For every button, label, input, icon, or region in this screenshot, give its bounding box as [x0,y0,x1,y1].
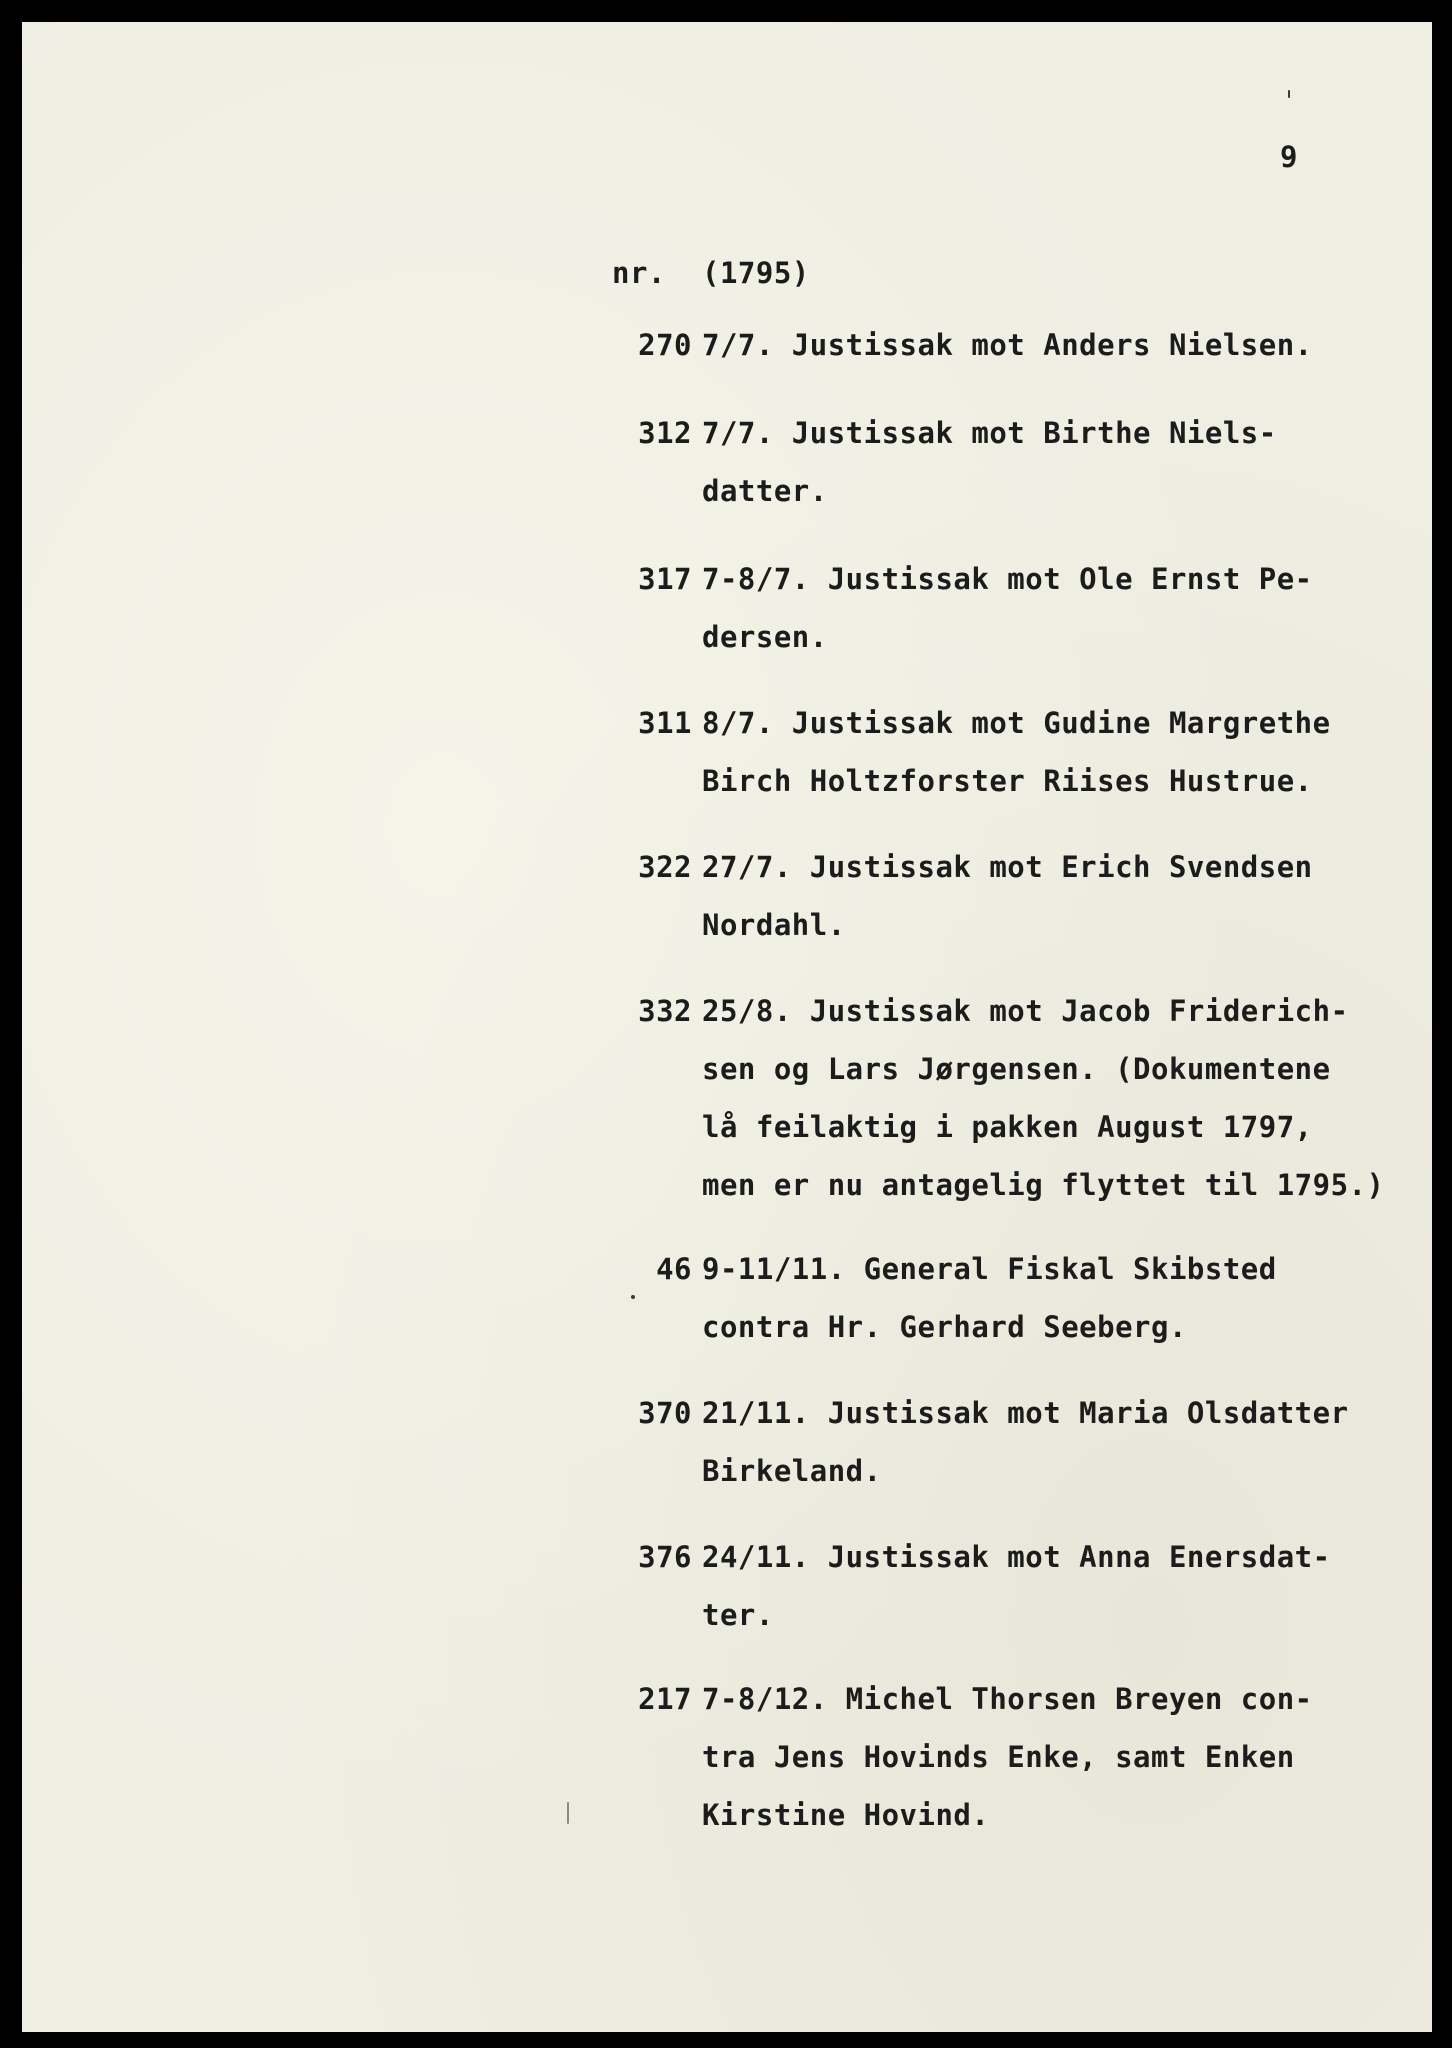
entry-line: lå feilaktig i pakken August 1797, [702,1110,1313,1144]
entry-line: Nordahl. [702,908,846,942]
entry-number: 311 [638,706,692,740]
entry-text [702,316,1313,374]
entry-line: 27/7. Justissak mot Erich Svendsen [702,850,1313,884]
entry-number: 46 [656,1252,692,1286]
entry-number: 322 [638,850,692,884]
entry-line: dersen. [702,620,828,654]
header-year: (1795) [702,256,810,290]
entry-line: 7-8/7. Justissak mot Ole Ernst Pe- [702,562,1313,596]
entry-text [702,404,1277,520]
entry-line: 21/11. Justissak mot Maria Olsdatter [702,1396,1349,1430]
entry-text [702,838,1313,954]
entry-text [702,550,1313,666]
entry-line: 25/8. Justissak mot Jacob Friderich- [702,994,1349,1028]
paper-speck [631,1295,635,1299]
entry-text [702,1670,1313,1844]
entry-line: Birkeland. [702,1454,882,1488]
entry-text [702,694,1331,810]
entry-line: 8/7. Justissak mot Gudine Margrethe [702,706,1331,740]
entry-number: 370 [638,1396,692,1430]
paper-mark [567,1802,569,1824]
entry-line: Birch Holtzforster Riises Hustrue. [702,764,1313,798]
entry-line: ter. [702,1598,774,1632]
entry-text [702,982,1384,1214]
entry-line: 7-8/12. Michel Thorsen Breyen con- [702,1682,1313,1716]
entry-line: sen og Lars Jørgensen. (Dokumentene [702,1052,1331,1086]
entry-line: 7/7. Justissak mot Anders Nielsen. [702,328,1313,362]
document-page [22,22,1432,2032]
entry-line: 9-11/11. General Fiskal Skibsted [702,1252,1277,1286]
entry-number: 317 [638,562,692,596]
entry-text [702,1240,1277,1356]
entry-line: tra Jens Hovinds Enke, samt Enken [702,1740,1295,1774]
entry-number: 376 [638,1540,692,1574]
entry-line: Kirstine Hovind. [702,1798,990,1832]
paper-mark [1288,90,1290,98]
entry-line: 7/7. Justissak mot Birthe Niels- [702,416,1277,450]
entry-line: 24/11. Justissak mot Anna Enersdat- [702,1540,1331,1574]
entry-text [702,1528,1331,1644]
entry-number: 332 [638,994,692,1028]
entry-line: contra Hr. Gerhard Seeberg. [702,1310,1187,1344]
entry-number: 217 [638,1682,692,1716]
entry-line: men er nu antagelig flyttet til 1795.) [702,1168,1385,1202]
entry-number: 312 [638,416,692,450]
entry-number: 270 [638,328,692,362]
entry-text [702,1384,1349,1500]
page-number: 9 [1280,140,1298,174]
header-nr-label: nr. [612,256,666,290]
entry-line: datter. [702,474,828,508]
